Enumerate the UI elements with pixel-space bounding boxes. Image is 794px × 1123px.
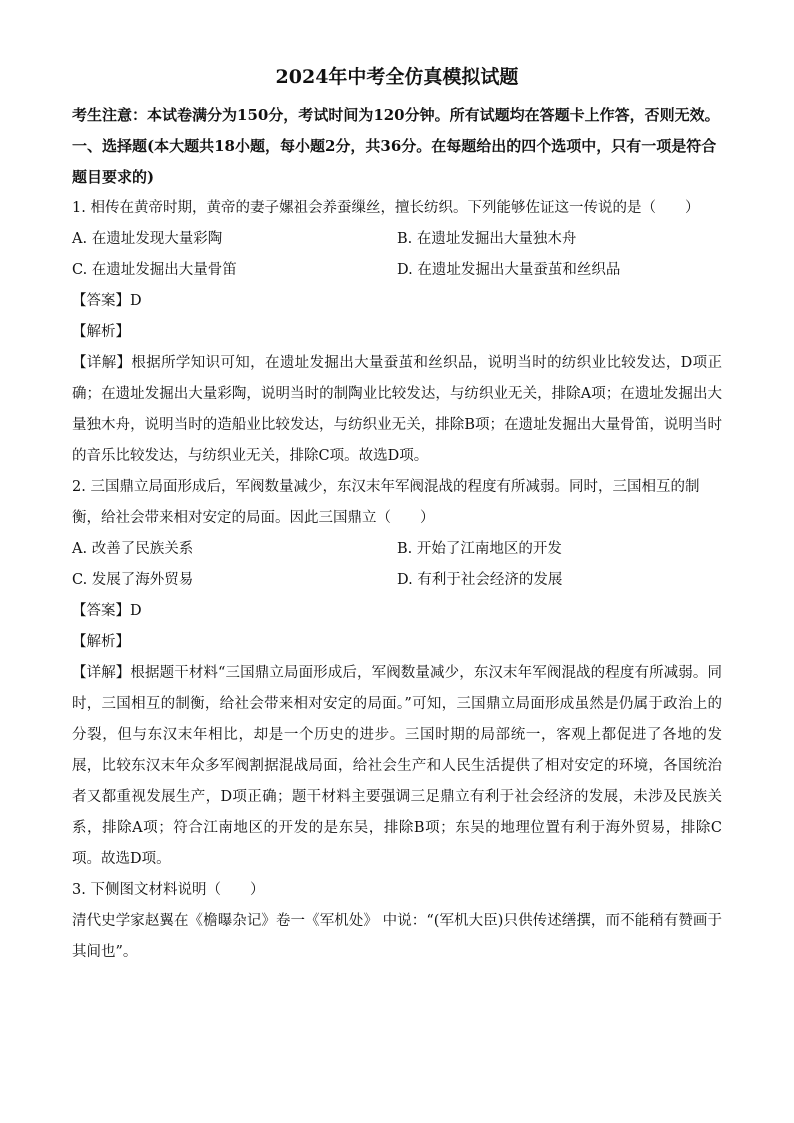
exam-page xyxy=(72,64,722,968)
option-b: B. 开始了江南地区的开发 xyxy=(397,541,562,557)
options xyxy=(72,224,722,286)
section-heading: 一、选择题(本大题共18小题，每小题2分，共36分。在每题给出的四个选项中，只有一项是符合题目要求的) xyxy=(72,137,717,186)
question-1 xyxy=(72,193,722,472)
question-stem: 2. 三国鼎立局面形成后，军阀数量减少，东汉末年军阀混战的程度有所减弱。同时，三国相互的制衡，给社会带来相对安定的局面。因此三国鼎立（ ） xyxy=(72,479,700,526)
option-d: D. 在遗址发掘出大量蚕茧和丝织品 xyxy=(397,262,621,278)
answer: 【答案】D xyxy=(72,603,142,619)
detail-explanation: 【详解】根据所学知识可知，在遗址发掘出大量蚕茧和丝织品，说明当时的纺织业比较发达，D项正确；在遗址发掘出大量彩陶，说明当时的制陶业比较发达，与纺织业无关，排除A项；在遗址发掘出大量独木舟，说明当时的造船业比较发达，与纺织业无关，排除B项；在遗址发掘出大量骨笛，说明当时的音乐比较发达，与纺织业无关，排除C项。故选D项。 xyxy=(72,355,722,464)
exam-notice: 考生注意：本试卷满分为150分，考试时间为120分钟。所有试题均在答题卡上作答，否则无效。 xyxy=(72,106,720,124)
option-b: B. 在遗址发掘出大量独木舟 xyxy=(397,231,577,247)
page-title: 2024年中考全仿真模拟试题 xyxy=(275,66,519,88)
option-a: A. 改善了民族关系 xyxy=(72,541,194,557)
option-c: C. 在遗址发掘出大量骨笛 xyxy=(72,262,237,278)
question-3 xyxy=(72,875,722,968)
option-a: A. 在遗址发现大量彩陶 xyxy=(72,231,223,247)
options xyxy=(72,534,722,596)
analysis-label: 【解析】 xyxy=(72,634,130,650)
answer: 【答案】D xyxy=(72,293,142,309)
question-stem: 3. 下侧图文材料说明（ ） xyxy=(72,882,265,898)
detail-explanation: 【详解】根据题干材料“三国鼎立局面形成后，军阀数量减少，东汉末年军阀混战的程度有所减弱。同时，三国相互的制衡，给社会带来相对安定的局面。”可知，三国鼎立局面形成虽然是仍属于政治上的分裂，但与东汉末年相比，却是一个历史的进步。三国时期的局部统一，客观上都促进了各地的发展，比较东汉末年众多军阀割据混战局面，给社会生产和人民生活提供了相对安定的环境，各国统治者又都重视发展生产，D项正确；题干材料主要强调三足鼎立有利于社会经济的发展，未涉及民族关系，排除A项；符合江南地区的开发的是东吴，排除B项；东吴的地理位置有利于海外贸易，排除C项。故选D项。 xyxy=(72,665,722,867)
question-stem: 1. 相传在黄帝时期，黄帝的妻子嫘祖会养蚕缫丝，擅长纺织。下列能够佐证这一传说的是（ ） xyxy=(72,200,700,216)
question-2 xyxy=(72,472,722,875)
material-text: 清代史学家赵翼在《檐曝杂记》卷一《军机处》 中说：“(军机大臣)只供传述缮撰，而不能稍有赞画于其间也”。 xyxy=(72,913,722,960)
option-d: D. 有利于社会经济的发展 xyxy=(397,572,563,588)
option-c: C. 发展了海外贸易 xyxy=(72,572,194,588)
analysis-label: 【解析】 xyxy=(72,324,130,340)
